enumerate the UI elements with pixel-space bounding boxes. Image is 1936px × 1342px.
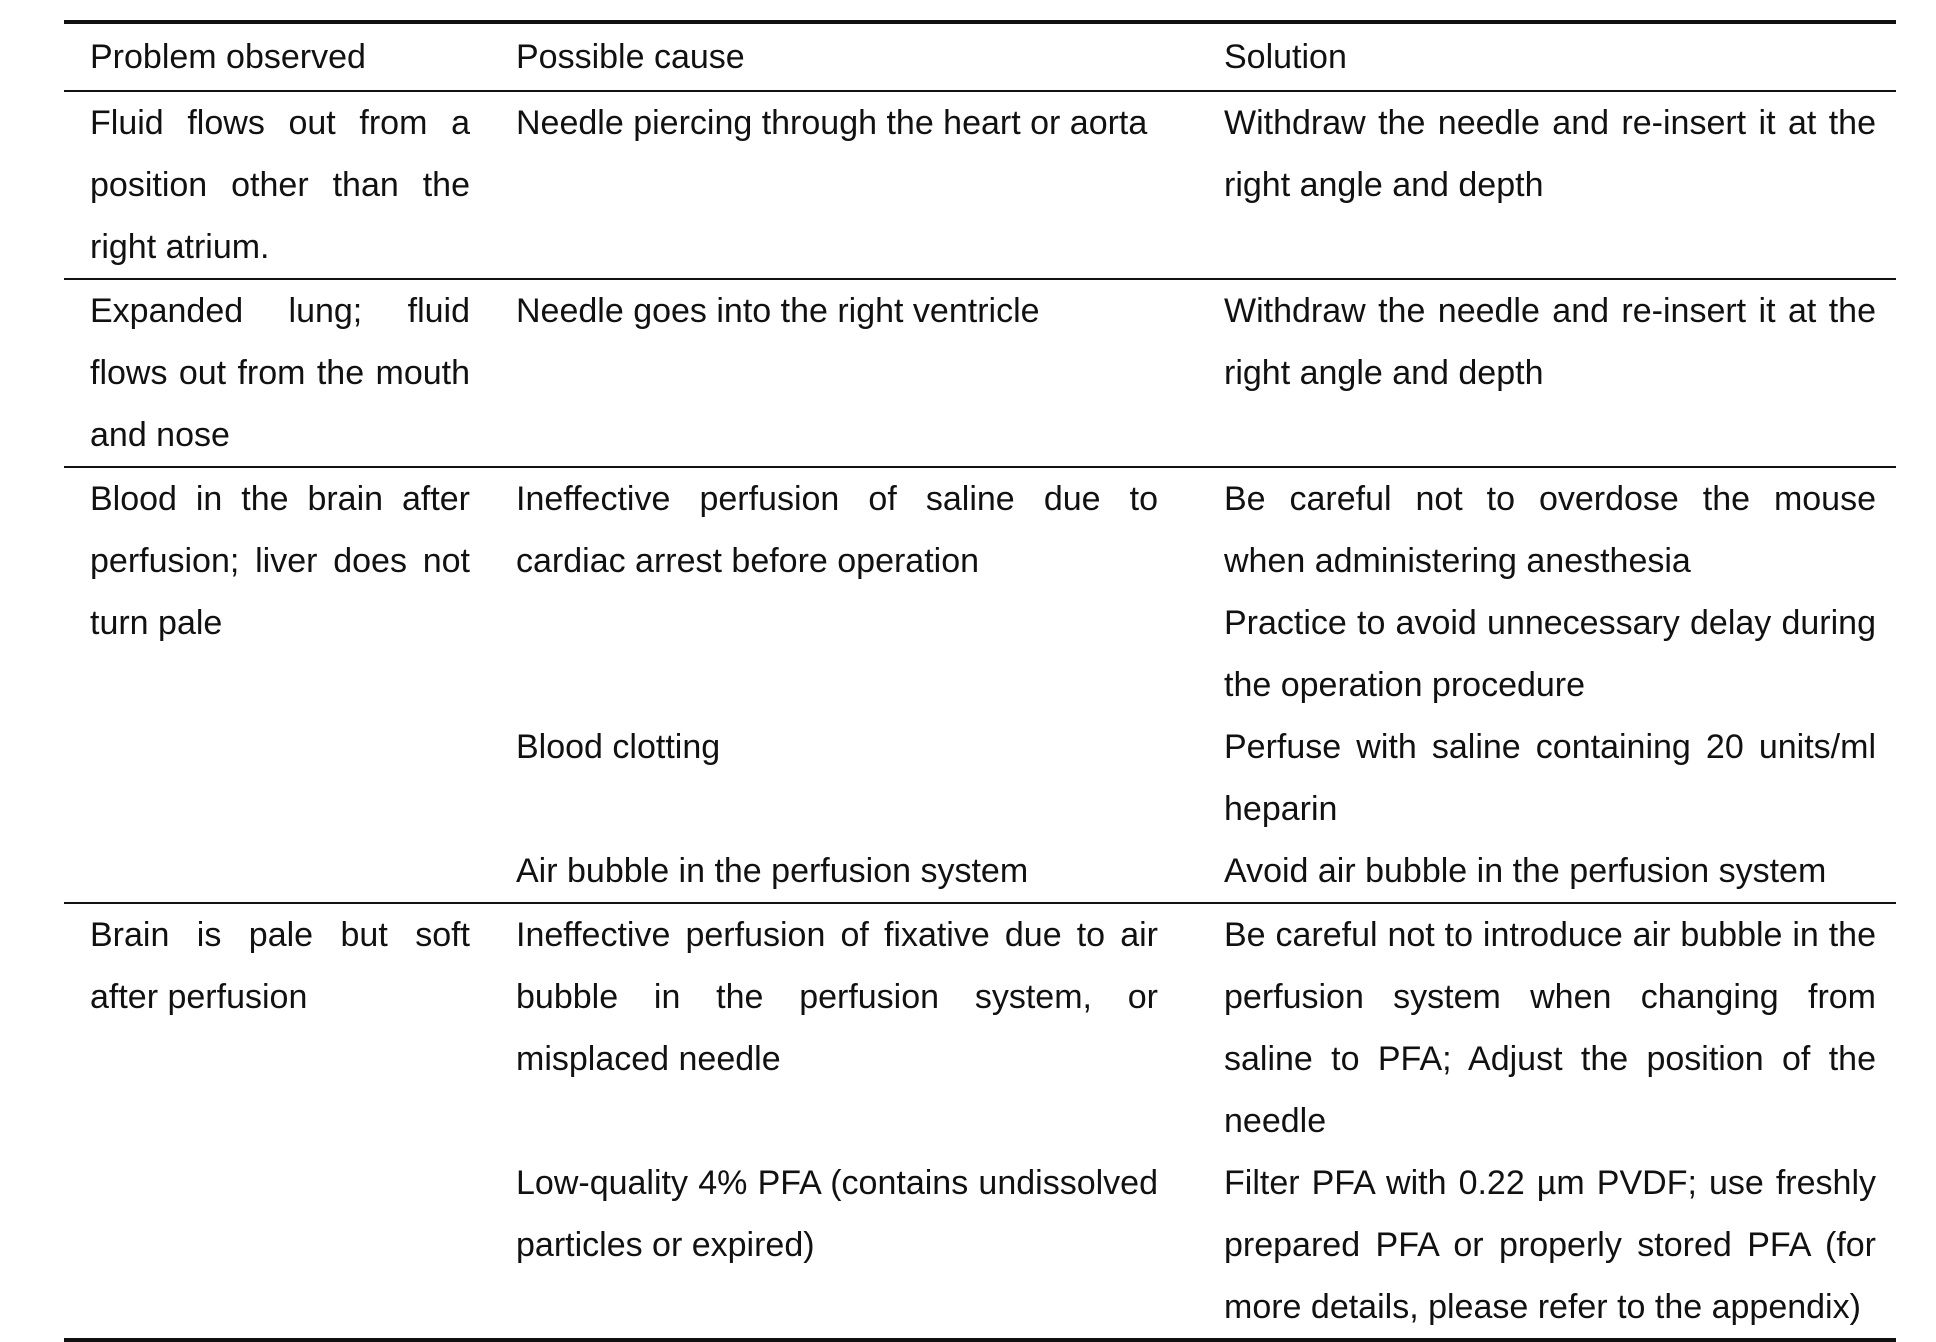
solution-text: Be careful not to overdose the mouse when administering anesthesia	[1224, 480, 1876, 580]
solution-cell: Perfuse with saline containing 20 units/ml heparin	[1224, 728, 1876, 828]
table-row	[64, 467, 1896, 716]
table-body	[64, 91, 1896, 1340]
header-solution: Solution	[1178, 22, 1896, 91]
cause-cell: Air bubble in the perfusion system	[490, 840, 1178, 903]
cause-cell: Ineffective perfusion of saline due to cardiac arrest before operation	[516, 480, 1158, 580]
solution-cell: Be careful not to introduce air bubble in the perfusion system when changing from saline to PFA; Adjust the position of the needle	[1224, 916, 1876, 1140]
problem-cell	[64, 467, 490, 903]
problem-cell: Expanded lung; fluid flows out from the mouth and nose	[64, 279, 490, 467]
header-cause: Possible cause	[490, 22, 1178, 91]
cause-cell: Needle piercing through the heart or aorta	[490, 91, 1178, 279]
problem-text: Brain is pale but soft after perfusion	[90, 916, 470, 1016]
problem-cell: Fluid flows out from a position other than the right atrium.	[64, 91, 490, 279]
cause-cell: Low-quality 4% PFA (contains undissolved particles or expired)	[490, 1152, 1178, 1340]
troubleshooting-table	[64, 20, 1896, 1342]
cause-cell: Needle goes into the right ventricle	[490, 279, 1178, 467]
problem-cell	[64, 903, 490, 1340]
solution-text-2: Practice to avoid unnecessary delay during the operation procedure	[1224, 604, 1876, 704]
header-problem: Problem observed	[64, 22, 490, 91]
solution-cell: Withdraw the needle and re-insert it at the right angle and depth	[1178, 279, 1896, 467]
cause-cell: Blood clotting	[516, 728, 721, 766]
header-row	[64, 22, 1896, 91]
table-row	[64, 903, 1896, 1152]
cause-cell: Ineffective perfusion of fixative due to air bubble in the perfusion system, or misplaced needle	[516, 916, 1158, 1078]
solution-cell	[1178, 467, 1896, 716]
solution-cell: Withdraw the needle and re-insert it at the right angle and depth	[1178, 91, 1896, 279]
table-header	[64, 22, 1896, 91]
solution-cell: Avoid air bubble in the perfusion system	[1178, 840, 1896, 903]
table-row	[64, 279, 1896, 467]
problem-text: Blood in the brain after perfusion; liver does not turn pale	[90, 480, 470, 642]
solution-cell: Filter PFA with 0.22 µm PVDF; use freshly prepared PFA or properly stored PFA (for more details, please refer to the appendix)	[1178, 1152, 1896, 1340]
table-row	[64, 91, 1896, 279]
